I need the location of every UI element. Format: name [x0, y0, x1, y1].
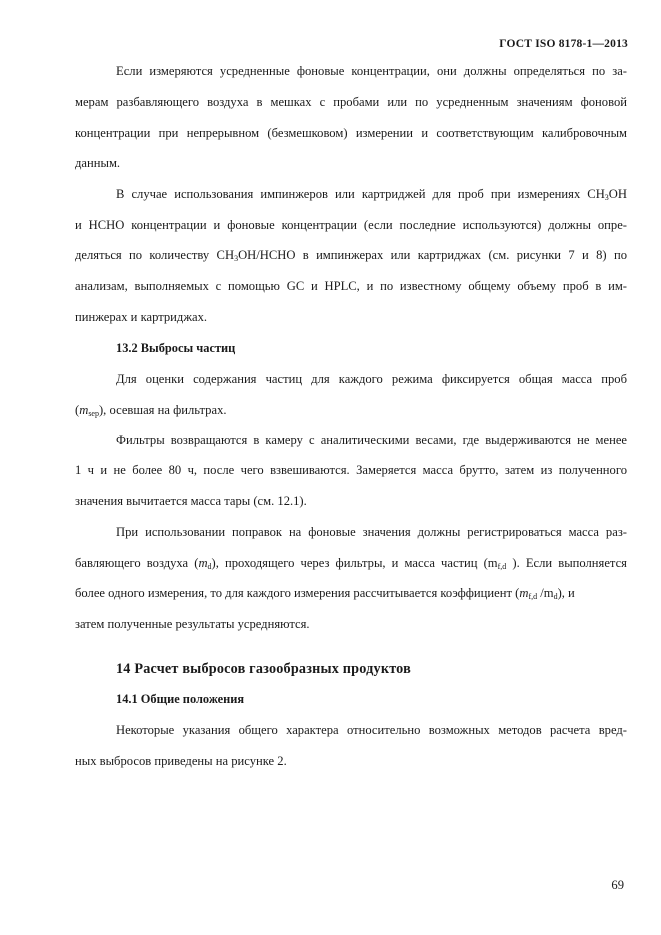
- text-line: Для оценки содержания частиц для каждого режима фиксируется общая масса проб: [116, 372, 627, 386]
- document-header: ГОСТ ISO 8178-1—2013: [499, 38, 628, 50]
- section-heading-14: 14 Расчет выбросов газообразных продуктов: [116, 661, 411, 677]
- text-line: более одного измерения, то для каждого измерения рассчитывается коэффициент ($m_{f,d}$ $/m_d$), и: [75, 586, 575, 601]
- page-number: 69: [611, 878, 624, 892]
- text-line: бавляющего воздуха $(m_d)$, проходящего через фильтры, и масса частиц ($m_{f,d}$ ). Если выполняется: [75, 556, 627, 571]
- text-line: и HCHO концентрации и фоновые концентрации (если последние используются) должны опре-: [75, 218, 627, 232]
- text-line: ных выбросов приведены на рисунке 2.: [75, 754, 287, 768]
- text-line: При использовании поправок на фоновые значения должны регистрироваться масса раз-: [116, 525, 627, 539]
- section-heading-13-2: 13.2 Выбросы частиц: [116, 341, 236, 355]
- text-line: затем полученные результаты усредняются.: [75, 617, 310, 631]
- text-line: мерам разбавляющего воздуха в мешках с пробами или по усредненным значениям фоновой: [75, 95, 627, 109]
- text-line: 1 ч и не более 80 ч, после чего взвешиваются. Замеряется масса брутто, затем из полученного: [75, 463, 627, 477]
- text-line: деляться по количеству $CH_3OH$/HCHO в импинжерах или картриджах (см. рисунки 7 и 8) по: [75, 248, 627, 263]
- text-line: данным.: [75, 156, 121, 170]
- text-line: Некоторые указания общего характера относительно возможных методов расчета вред-: [116, 723, 627, 737]
- text-line: значения вычитается масса тары (см. 12.1).: [75, 494, 307, 508]
- text-line: концентрации при непрерывном (безмешковом) измерении и соответствующим калибровочным: [75, 126, 627, 140]
- text-line: пинжерах и картриджах.: [75, 310, 208, 324]
- text-line: анализам, выполняемых с помощью GC и HPLC, и по известному общему объему проб в им-: [75, 279, 627, 293]
- text-line: Если измеряются усредненные фоновые концентрации, они должны определяться по за-: [116, 64, 627, 78]
- section-heading-14-1: 14.1 Общие положения: [116, 692, 245, 706]
- text-line: В случае использования импинжеров или картриджей для проб при измерениях $CH_3OH$: [116, 187, 627, 202]
- text-line: $(m_{sep})$, осевшая на фильтрах.: [75, 403, 227, 418]
- text-line: Фильтры возвращаются в камеру с аналитическими весами, где выдерживаются не менее: [116, 433, 627, 447]
